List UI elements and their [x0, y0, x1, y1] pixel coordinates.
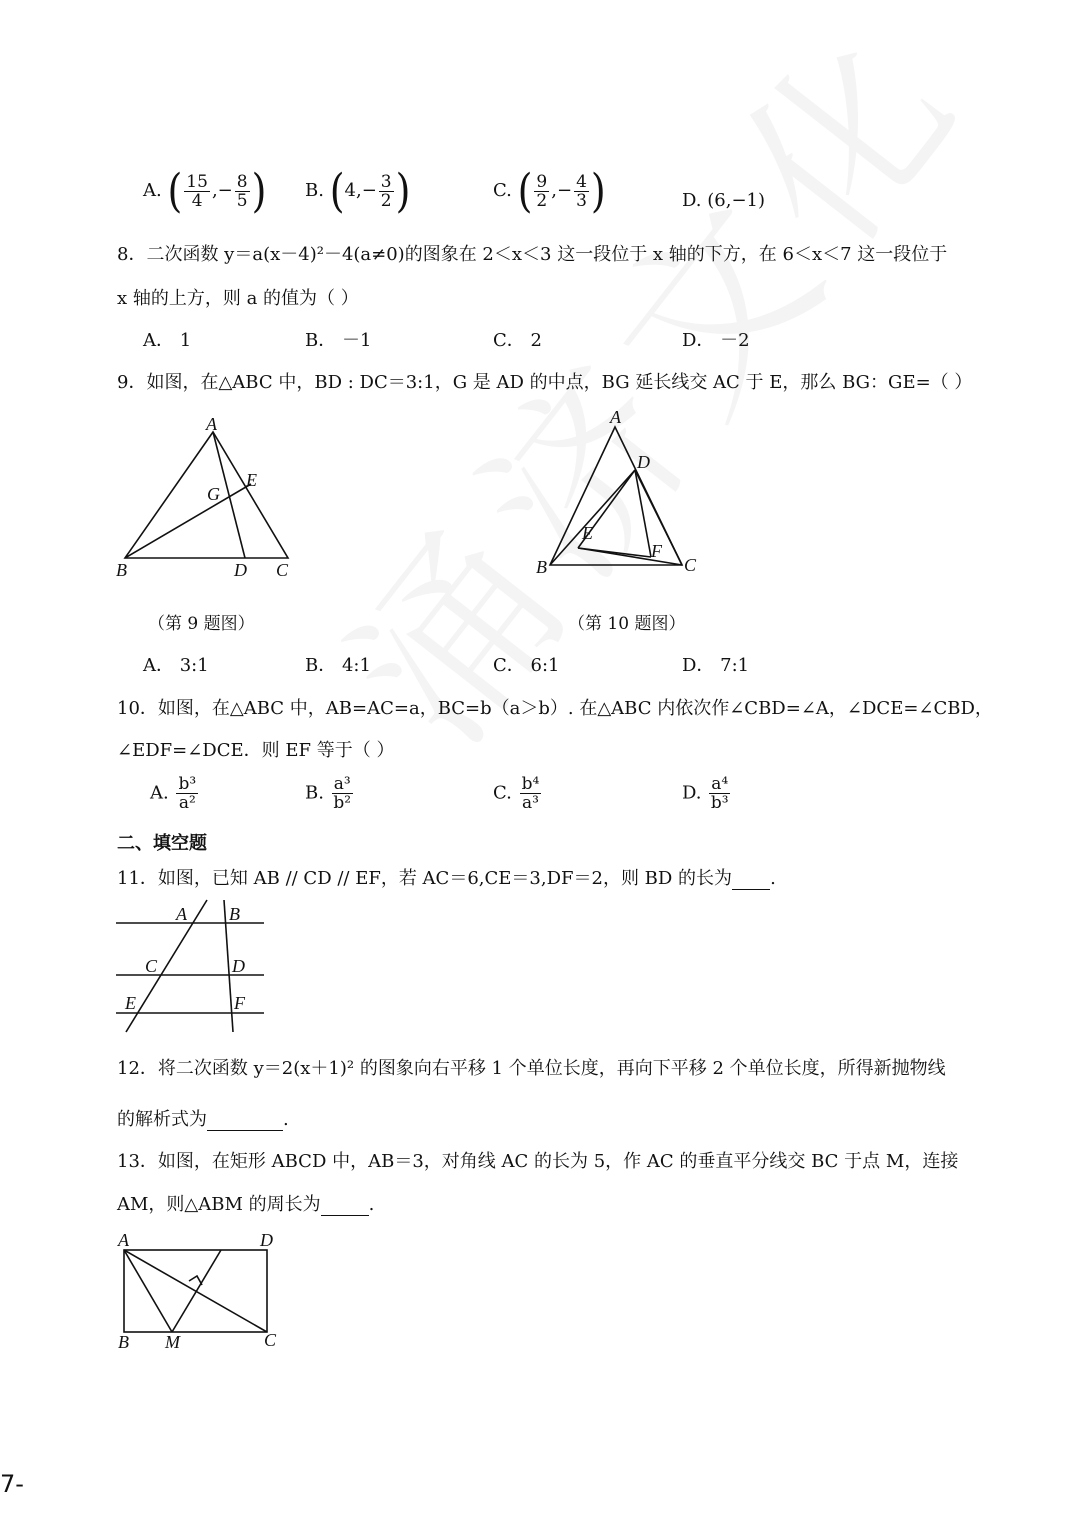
- q10-label-f: F: [651, 541, 662, 561]
- q10-label-e: E: [582, 523, 593, 543]
- q8-option-d: D． －2: [682, 330, 750, 351]
- q13-label-b: B: [118, 1332, 129, 1352]
- q11-text: 11．如图，已知 AB // CD // EF，若 AC＝6,CE＝3,DF＝2，则 BD 的长为 .: [117, 868, 776, 889]
- q9-figure: [110, 410, 310, 585]
- q9-option-a: A． 3:1: [143, 655, 209, 676]
- q9-label-c: C: [276, 560, 289, 580]
- q10-text-line2: ∠EDF=∠DCE．则 EF 等于（ ）: [117, 740, 395, 761]
- q13-text-line1: 13．如图，在矩形 ABCD 中，AB＝3，对角线 AC 的长为 5，作 AC 的垂直平分线交 BC 于点 M，连接: [117, 1151, 959, 1172]
- q12-text-line1: 12．将二次函数 y＝2(x＋1)² 的图象向右平移 1 个单位长度，再向下平移 2 个单位长度，所得新抛物线: [117, 1058, 946, 1079]
- q9-label-b: B: [116, 560, 127, 580]
- q7-option-b: B. (4,− $\frac{3}{2}$ ): [305, 164, 411, 218]
- q13-answer-blank: [321, 1194, 369, 1216]
- q9-option-d: D． 7:1: [682, 655, 750, 676]
- q9-label-g: G: [207, 484, 220, 504]
- q11-label-b: B: [229, 904, 240, 924]
- q13-text-line2: AM，则△ABM 的周长为 .: [117, 1194, 375, 1215]
- q9-label-e: E: [246, 470, 257, 490]
- q8-text-line2: x 轴的上方，则 a 的值为（ ）: [117, 288, 359, 309]
- q11-label-e: E: [125, 993, 136, 1013]
- q10-option-a: A. $\frac{\text{b³}}{\text{a²}}$: [150, 774, 197, 813]
- q13-figure: [112, 1228, 287, 1353]
- q11-label-f: F: [234, 993, 245, 1013]
- q7-option-c: C. ( $\frac{9}{2}$ ,− $\frac{4}{3}$ ): [493, 164, 606, 218]
- q10-option-b: B. $\frac{\text{a³}}{\text{b²}}$: [305, 774, 352, 813]
- section-heading-fill-in: 二、填空题: [117, 833, 207, 854]
- watermark: [280, 0, 1012, 788]
- q10-text-line1: 10．如图，在△ABC 中，AB=AC=a，BC=b（a＞b）. 在△ABC 内依次作∠CBD=∠A，∠DCE=∠CBD，: [117, 698, 993, 719]
- q8-option-a: A． 1: [143, 330, 192, 351]
- q13-label-d: D: [260, 1230, 273, 1250]
- q8-option-b: B． －1: [305, 330, 372, 351]
- q12-text-line2: 的解析式为 .: [117, 1109, 289, 1130]
- q10-label-c: C: [684, 555, 697, 575]
- q9-option-b: B． 4:1: [305, 655, 371, 676]
- q10-option-d: D. $\frac{\text{a⁴}}{\text{b³}}$: [682, 774, 729, 813]
- q11-label-a: A: [176, 904, 187, 924]
- q11-figure: [112, 898, 272, 1038]
- q11-answer-blank: [732, 868, 770, 890]
- q9-figure-caption: （第 9 题图）: [148, 614, 255, 634]
- q13-label-a: A: [118, 1230, 129, 1250]
- q10-label-b: B: [536, 557, 547, 577]
- q13-label-c: C: [264, 1330, 277, 1350]
- q10-label-d: D: [637, 452, 650, 472]
- q13-label-m: M: [165, 1332, 180, 1352]
- q9-label-a: A: [206, 414, 217, 434]
- q12-answer-blank: [207, 1109, 283, 1131]
- q9-option-c: C． 6:1: [493, 655, 560, 676]
- q9-text: 9．如图，在△ABC 中，BD : DC＝3:1，G 是 AD 的中点，BG 延长线交 AC 于 E，那么 BG：GE=（ ）: [117, 372, 973, 393]
- q11-label-c: C: [145, 956, 158, 976]
- page-number: 7-: [0, 1470, 24, 1498]
- q9-label-d: D: [234, 560, 247, 580]
- q7-option-a: A. ( $\frac{15}{4}$ ,− $\frac{8}{5}$ ): [143, 164, 267, 218]
- q10-figure-caption: （第 10 题图）: [568, 614, 686, 634]
- q10-option-c: C. $\frac{\text{b⁴}}{\text{a³}}$: [493, 774, 540, 813]
- q10-figure: [530, 405, 715, 585]
- q11-label-d: D: [232, 956, 245, 976]
- q8-option-c: C． 2: [493, 330, 542, 351]
- q7-option-d: D. (6,−1): [682, 190, 766, 211]
- q8-text-line1: 8．二次函数 y＝a(x－4)²－4(a≠0)的图象在 2＜x＜3 这一段位于 x 轴的下方，在 6＜x＜7 这一段位于: [117, 244, 948, 265]
- q10-label-a: A: [610, 407, 621, 427]
